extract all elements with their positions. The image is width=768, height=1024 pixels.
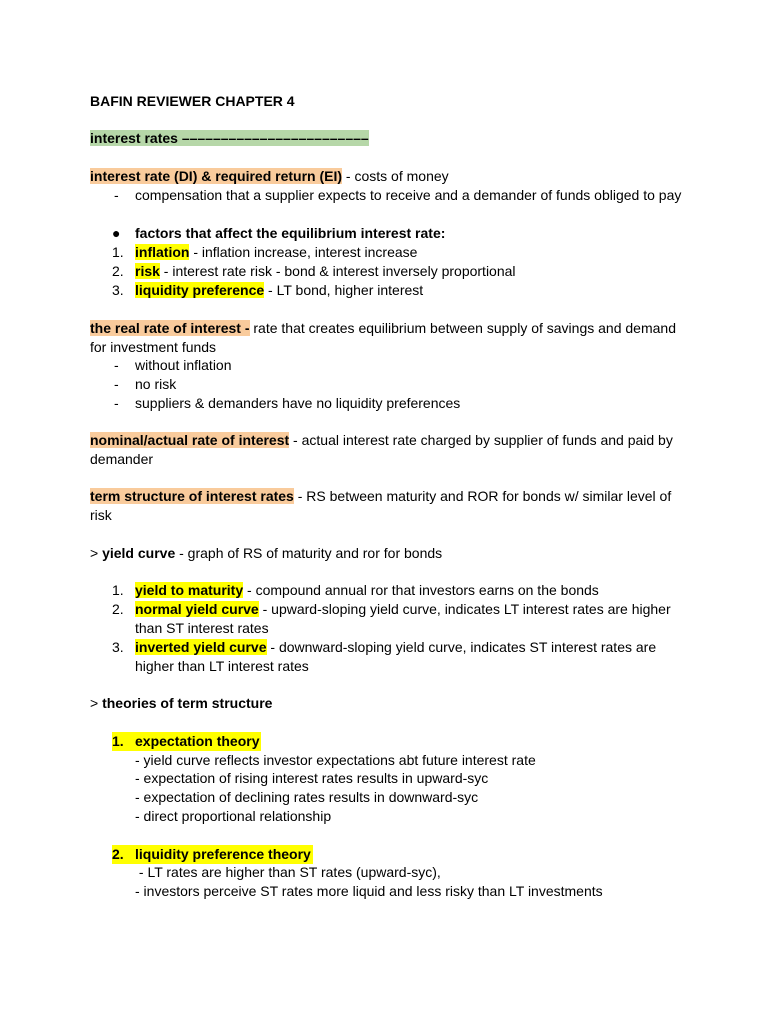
term-highlight: the real rate of interest - <box>90 320 250 336</box>
list-number: 3. <box>112 639 124 655</box>
sub-item-text: no risk <box>135 376 177 392</box>
term-highlight: interest rate (DI) & required return (EI) <box>90 168 343 184</box>
list-number: 1. <box>112 244 124 260</box>
definition-text: - graph of RS of maturity and ror for bonds <box>175 545 443 561</box>
yield-item <box>135 581 599 600</box>
yield-item <box>135 638 656 657</box>
item-text: - LT bond, higher interest <box>264 282 424 298</box>
theories-heading <box>90 694 272 713</box>
sub-item-text: suppliers & demanders have no liquidity preferences <box>135 395 461 411</box>
term-bold: theories of term structure <box>102 695 273 711</box>
term-highlight: risk <box>135 263 160 279</box>
term-highlight: yield to maturity <box>135 582 244 598</box>
definition-real-rate <box>90 319 676 338</box>
factor-item <box>135 262 516 281</box>
factor-item <box>135 281 423 300</box>
item-continuation: than ST interest rates <box>135 620 269 636</box>
theory-point: - direct proportional relationship <box>135 808 332 824</box>
item-continuation: higher than LT interest rates <box>135 658 309 674</box>
theory-term: liquidity preference theory <box>135 846 311 862</box>
item-text: - inflation increase, interest increase <box>189 244 418 260</box>
definition-continuation: risk <box>90 507 112 523</box>
item-text: - upward-sloping yield curve, indicates LT interest rates are higher <box>258 601 671 617</box>
list-number: 1. <box>112 733 124 749</box>
definition-text: - actual interest rate charged by supplier of funds and paid by <box>289 432 673 448</box>
sub-item-text: compensation that a supplier expects to receive and a demander of funds obliged to pay <box>135 187 682 203</box>
theory-term: expectation theory <box>135 733 260 749</box>
definition-text: - RS between maturity and ROR for bonds w/ similar level of <box>293 488 672 504</box>
theory-expectation-heading <box>112 732 261 751</box>
dash-marker: - <box>114 376 119 392</box>
definition-continuation: for investment funds <box>90 339 217 355</box>
dash-marker: - <box>114 357 119 373</box>
factor-item <box>135 243 417 262</box>
prefix-symbol: > <box>90 545 103 561</box>
term-highlight: liquidity preference <box>135 282 265 298</box>
definition-continuation: demander <box>90 451 154 467</box>
yield-curve-heading <box>90 544 442 563</box>
theory-point: - expectation of declining rates results in downward-syc <box>135 789 479 805</box>
term-bold: yield curve <box>102 545 176 561</box>
sub-item-text: without inflation <box>135 357 232 373</box>
dash-marker: - <box>114 395 119 411</box>
term-highlight: normal yield curve <box>135 601 259 617</box>
item-text: - interest rate risk - bond & interest inversely proportional <box>159 263 516 279</box>
term-highlight: term structure of interest rates <box>90 488 294 504</box>
factors-heading: factors that affect the equilibrium interest rate: <box>135 225 446 241</box>
definition-nominal-rate <box>90 431 673 450</box>
yield-item <box>135 600 671 619</box>
term-highlight: inverted yield curve <box>135 639 267 655</box>
prefix-symbol: > <box>90 695 103 711</box>
definition-text: - costs of money <box>342 168 449 184</box>
list-number: 1. <box>112 582 124 598</box>
theory-liquidity-heading <box>112 845 313 864</box>
theory-point: - expectation of rising interest rates results in upward-syc <box>135 770 489 786</box>
definition-term-structure <box>90 487 671 506</box>
document-title: BAFIN REVIEWER CHAPTER 4 <box>90 93 295 109</box>
list-number: 3. <box>112 282 124 298</box>
section-heading-interest-rates <box>90 129 369 148</box>
list-number: 2. <box>112 601 124 617</box>
theory-point: - yield curve reflects investor expectations abt future interest rate <box>135 752 536 768</box>
term-highlight: nominal/actual rate of interest <box>90 432 290 448</box>
item-text: - compound annual ror that investors earns on the bonds <box>243 582 599 598</box>
list-number: 2. <box>112 263 124 279</box>
interest-rates-heading: interest rates –––––––––––––––––––––––– <box>90 130 369 146</box>
definition-interest-rate <box>90 167 449 186</box>
term-highlight: inflation <box>135 244 190 260</box>
theory-point: - LT rates are higher than ST rates (upward-syc), <box>135 864 441 880</box>
list-number: 2. <box>112 846 124 862</box>
theory-point: - investors perceive ST rates more liquid and less risky than LT investments <box>135 883 603 899</box>
item-text: - downward-sloping yield curve, indicates ST interest rates are <box>266 639 657 655</box>
bullet-icon: ● <box>112 225 121 241</box>
definition-text: rate that creates equilibrium between supply of savings and demand <box>249 320 676 336</box>
dash-marker: - <box>114 187 119 203</box>
